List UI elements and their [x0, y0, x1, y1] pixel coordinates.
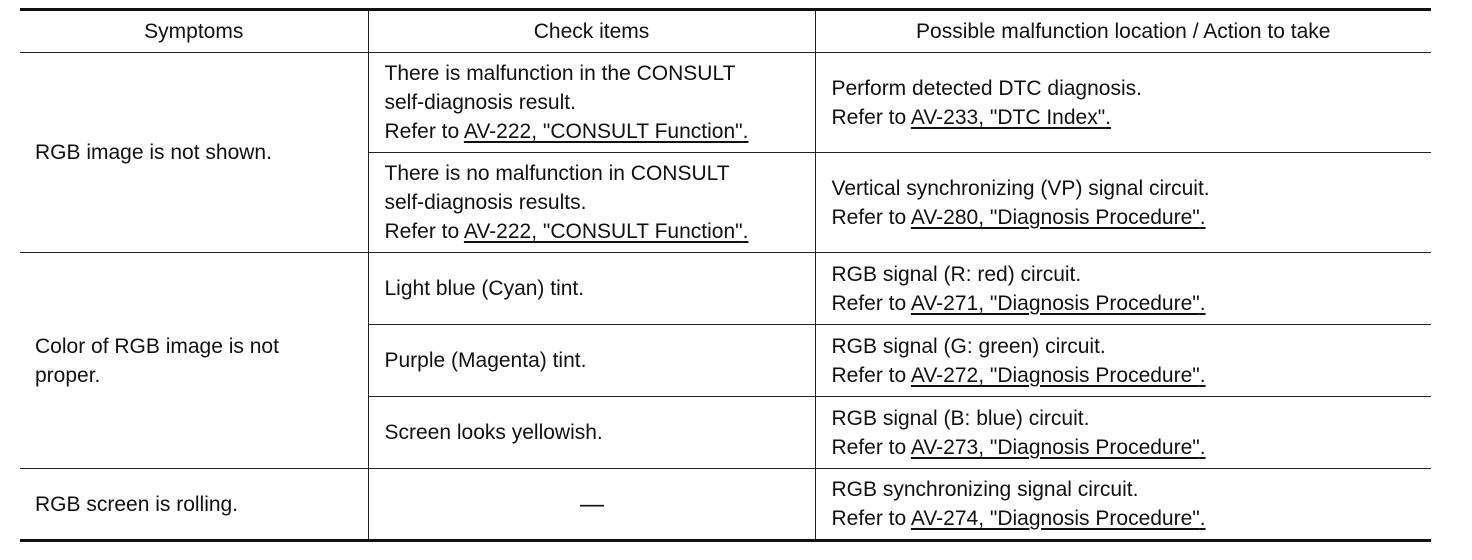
reference-link[interactable]: AV-272, "Diagnosis Procedure"	[910, 363, 1200, 387]
action-reference: Refer to AV-271, "Diagnosis Procedure".	[831, 291, 1206, 315]
symptom-text: RGB image is not shown.	[35, 141, 272, 164]
check-text: Light blue (Cyan) tint.	[384, 277, 585, 300]
check-text: self-diagnosis results.	[384, 191, 587, 214]
action-cell	[815, 153, 1431, 253]
check-text: Purple (Magenta) tint.	[384, 349, 587, 372]
header-check-items: Check items	[368, 10, 815, 53]
action-cell	[815, 397, 1431, 469]
check-cell	[368, 53, 815, 153]
reference-link[interactable]: AV-273, "Diagnosis Procedure"	[910, 435, 1200, 459]
action-reference: Refer to AV-272, "Diagnosis Procedure".	[831, 363, 1206, 387]
reference-link[interactable]: AV-280, "Diagnosis Procedure"	[910, 205, 1200, 229]
reference-link[interactable]: AV-222, "CONSULT Function"	[463, 220, 743, 243]
action-cell	[815, 325, 1431, 397]
symptom-cell	[20, 253, 368, 469]
reference-link[interactable]: AV-233, "DTC Index"	[910, 105, 1106, 129]
check-cell	[368, 325, 815, 397]
header-row	[20, 10, 1431, 53]
check-reference: Refer to AV-222, "CONSULT Function".	[384, 220, 749, 243]
action-reference: Refer to AV-274, "Diagnosis Procedure".	[831, 507, 1206, 530]
reference-link[interactable]: AV-222, "CONSULT Function"	[463, 120, 743, 143]
check-text: There is no malfunction in CONSULT	[384, 162, 730, 185]
action-text: RGB signal (B: blue) circuit.	[831, 406, 1090, 430]
action-reference: Refer to AV-273, "Diagnosis Procedure".	[831, 435, 1206, 459]
action-cell	[815, 253, 1431, 325]
symptom-text: RGB screen is rolling.	[35, 492, 239, 516]
symptom-cell	[20, 53, 368, 253]
symptom-text: proper.	[35, 363, 101, 387]
action-text: Vertical synchronizing (VP) signal circuit.	[831, 176, 1210, 200]
check-reference: Refer to AV-222, "CONSULT Function".	[384, 120, 749, 143]
header-symptoms: Symptoms	[20, 10, 368, 53]
reference-link[interactable]: AV-271, "Diagnosis Procedure"	[910, 291, 1200, 315]
action-text: RGB signal (G: green) circuit.	[831, 334, 1106, 358]
check-text: Screen looks yellowish.	[384, 421, 603, 444]
table-row	[20, 469, 1431, 541]
action-cell	[815, 53, 1431, 153]
check-cell	[368, 469, 815, 541]
symptom-text: Color of RGB image is not	[35, 334, 279, 358]
dash-text: —	[580, 490, 604, 518]
action-text: RGB synchronizing signal circuit.	[831, 478, 1139, 501]
action-reference: Refer to AV-280, "Diagnosis Procedure".	[831, 205, 1206, 229]
table-row	[20, 253, 1431, 325]
check-cell	[368, 253, 815, 325]
table-row	[20, 53, 1431, 153]
diagnosis-table	[20, 8, 1431, 542]
check-text: self-diagnosis result.	[384, 91, 576, 114]
check-cell	[368, 397, 815, 469]
header-action: Possible malfunction location / Action to take	[815, 10, 1431, 53]
symptom-cell	[20, 469, 368, 541]
action-text: Perform detected DTC diagnosis.	[831, 76, 1142, 100]
check-cell	[368, 153, 815, 253]
reference-link[interactable]: AV-274, "Diagnosis Procedure"	[910, 507, 1200, 530]
action-text: RGB signal (R: red) circuit.	[831, 262, 1082, 286]
action-cell	[815, 469, 1431, 541]
action-reference: Refer to AV-233, "DTC Index".	[831, 105, 1112, 129]
check-text: There is malfunction in the CONSULT	[384, 62, 736, 85]
